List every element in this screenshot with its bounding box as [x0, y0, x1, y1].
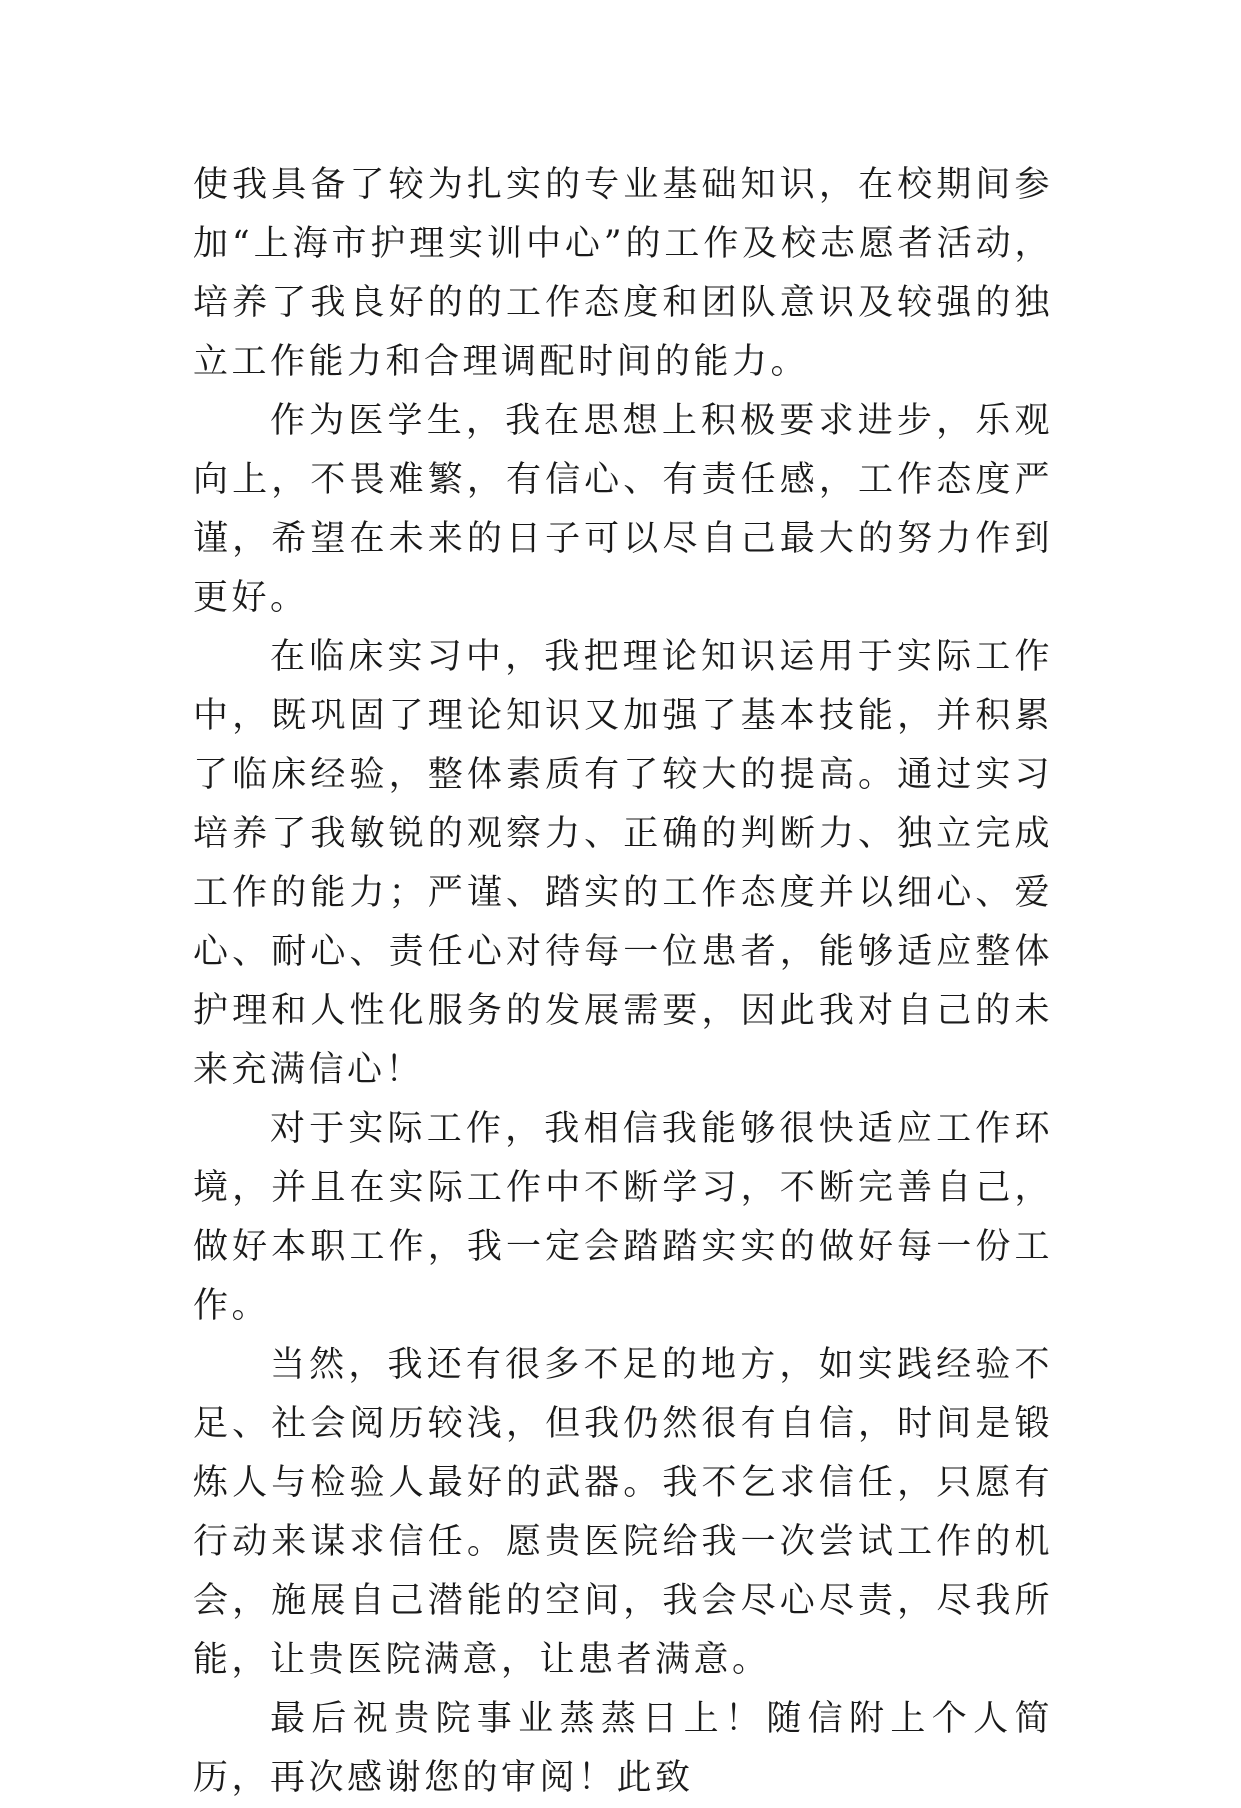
paragraph-closing: 最后祝贵院事业蒸蒸日上！随信附上个人简历，再次感谢您的审阅！此致: [193, 1699, 1053, 1798]
paragraph-education: 使我具备了较为扎实的专业基础知识，在校期间参加“上海市护理实训中心”的工作及校志愿者活动，培养了我良好的的工作态度和团队意识及较强的独立工作能力和合理调配时间的能力。: [193, 165, 1053, 382]
paragraph-work-commitment: 对于实际工作，我相信我能够很快适应工作环境，并且在实际工作中不断学习，不断完善自己，做好本职工作，我一定会踏踏实实的做好每一份工作。: [193, 1109, 1053, 1326]
paragraph-shortcomings: 当然，我还有很多不足的地方，如实践经验不足、社会阅历较浅，但我仍然很有自信，时间是锻炼人与检验人最好的武器。我不乞求信任，只愿有行动来谋求信任。愿贵医院给我一次尝试工作的机会，施展自己潜能的空间，我会尽心尽责，尽我所能，让贵医院满意，让患者满意。: [193, 1345, 1053, 1680]
paragraph-attitude: 作为医学生，我在思想上积极要求进步，乐观向上，不畏难繁，有信心、有责任感，工作态度严谨，希望在未来的日子可以尽自己最大的努力作到更好。: [193, 401, 1053, 618]
paragraph-internship: 在临床实习中，我把理论知识运用于实际工作中，既巩固了理论知识又加强了基本技能，并积累了临床经验，整体素质有了较大的提高。通过实习培养了我敏锐的观察力、正确的判断力、独立完成工作的能力；严谨、踏实的工作态度并以细心、爱心、耐心、责任心对待每一位患者，能够适应整体护理和人性化服务的发展需要，因此我对自己的未来充满信心！: [193, 637, 1053, 1090]
letter-body: [193, 156, 1053, 1808]
